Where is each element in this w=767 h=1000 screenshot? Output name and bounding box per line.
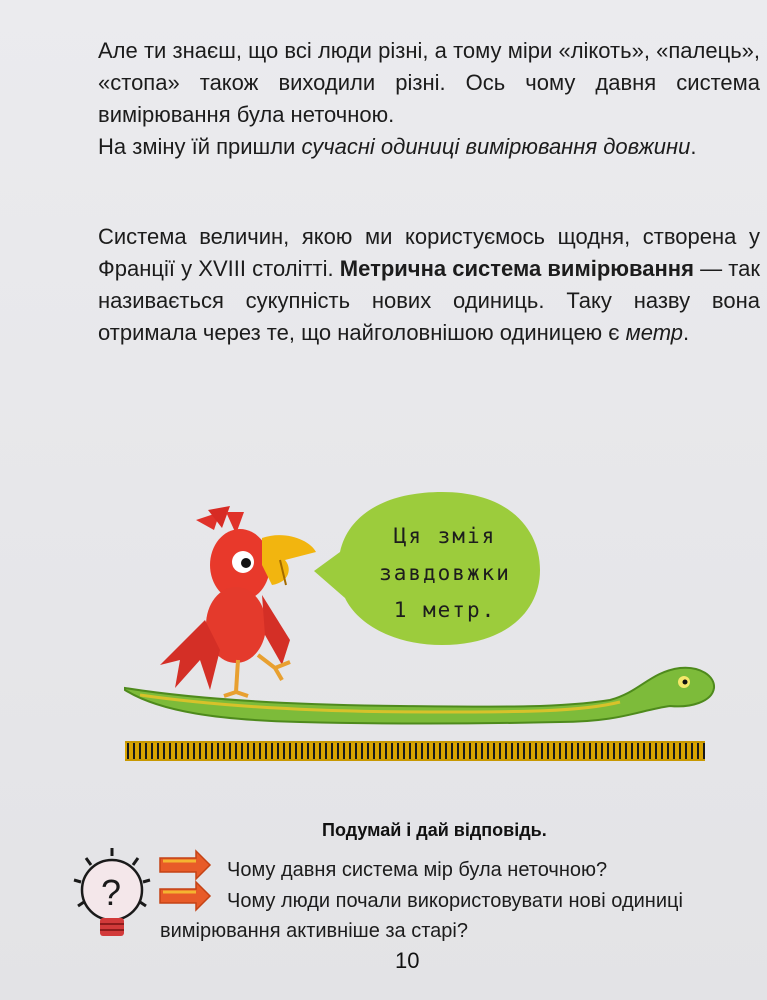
metric-system-term: Метрична система вимірювання <box>339 256 694 281</box>
parrot-illustration <box>160 506 316 696</box>
paragraph-3-text: Система величин, якою ми користуємось щодня, створена у Франції у XVIII столітті. <box>98 224 760 281</box>
question-2-part-2: вимірювання активніше за старі? <box>160 920 468 942</box>
questions-title: Подумай і дай відповідь. <box>322 820 547 840</box>
paragraph-3-middle: — так називається сукупність нових одиниць. Таку назву вона отримала через те, що найголовнішою одиницею є <box>98 256 760 345</box>
paragraph-2-italic: сучасні одиниці вимірювання довжини <box>301 134 691 159</box>
paragraph-3-end: . <box>683 320 690 345</box>
svg-text:?: ? <box>101 872 122 913</box>
meter-term: метр <box>625 320 684 345</box>
paragraph-2-end: . <box>690 134 697 159</box>
speech-line-3: 1 метр. <box>393 598 497 622</box>
question-2-part-1: Чому люди почали використовувати нові одиниці <box>227 890 683 912</box>
ruler-illustration <box>125 741 705 761</box>
question-1: Чому давня система мір була неточною? <box>227 859 608 881</box>
page-number: 10 <box>395 948 420 973</box>
speech-line-1: Ця змія <box>393 524 497 548</box>
speech-line-2: завдовжки <box>379 561 511 585</box>
arrow-icon <box>160 882 210 910</box>
speech-bubble-text <box>345 518 545 629</box>
paragraph-1-text: Але ти знаєш, що всі люди різні, а тому міри «лікоть», «палець», «стопа» також виходили різні. Ось чому давня система вимірювання була неточною. <box>98 38 760 127</box>
arrow-icon <box>160 851 210 879</box>
question-lightbulb-icon <box>74 848 150 936</box>
paragraph-2-text: На зміну їй пришли <box>98 134 302 159</box>
